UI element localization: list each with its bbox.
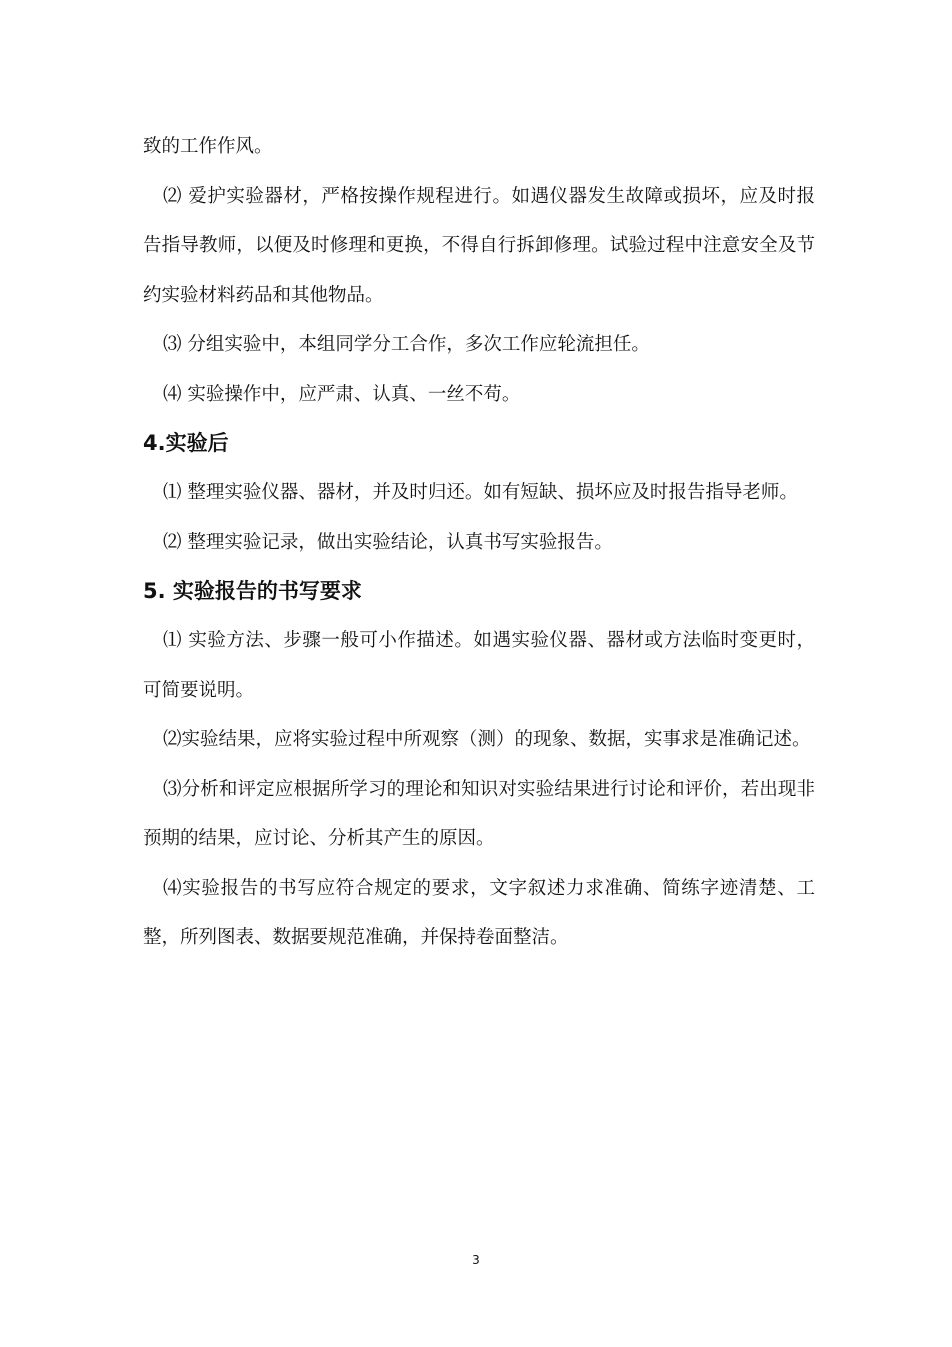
paragraph-item-4-operation: ⑷ 实验操作中，应严肃、认真、一丝不苟。 — [163, 383, 521, 405]
paragraph-item-2-results: ⑵实验结果，应将实验过程中所观察（测）的现象、数据，实事求是准确记述。 — [163, 729, 811, 750]
paragraph-item-1-tidy-instruments: ⑴ 整理实验仪器、器材，并及时归还。如有短缺、损坏应及时报告指导老师。 — [163, 482, 798, 503]
section-heading-report-requirements: 5. 实验报告的书写要求 — [143, 579, 362, 603]
paragraph-item-3-group-work: ⑶ 分组实验中，本组同学分工合作，多次工作应轮流担任。 — [163, 334, 650, 355]
paragraph-item-2-records: ⑵ 整理实验记录，做出实验结论，认真书写实验报告。 — [163, 531, 613, 553]
paragraph-item-1-methods: ⑴ 实验方法、步骤一般可小作描述。如遇实验仪器、器材或方法临时变更时，可简要说明。 — [143, 630, 815, 701]
page-content — [143, 122, 815, 963]
paragraph-item-4-writing: ⑷实验报告的书写应符合规定的要求，文字叙述力求准确、简练字迹清楚、工整，所列图表、数据要规范准确，并保持卷面整洁。 — [143, 877, 815, 948]
page-number: 3 — [472, 1253, 480, 1267]
paragraph-item-3-analysis: ⑶分析和评定应根据所学习的理论和知识对实验结果进行讨论和评价，若出现非预期的结果，应讨论、分析其产生的原因。 — [143, 778, 815, 849]
paragraph-continuation: 致的工作作风。 — [143, 136, 273, 157]
section-heading-after-experiment: 4.实验后 — [143, 431, 229, 455]
paragraph-item-2-care-equipment: ⑵ 爱护实验器材，严格按操作规程进行。如遇仪器发生故障或损坏，应及时报告指导教师，以便及时修理和更换，不得自行拆卸修理。试验过程中注意安全及节约实验材料药品和其他物品。 — [143, 185, 815, 306]
